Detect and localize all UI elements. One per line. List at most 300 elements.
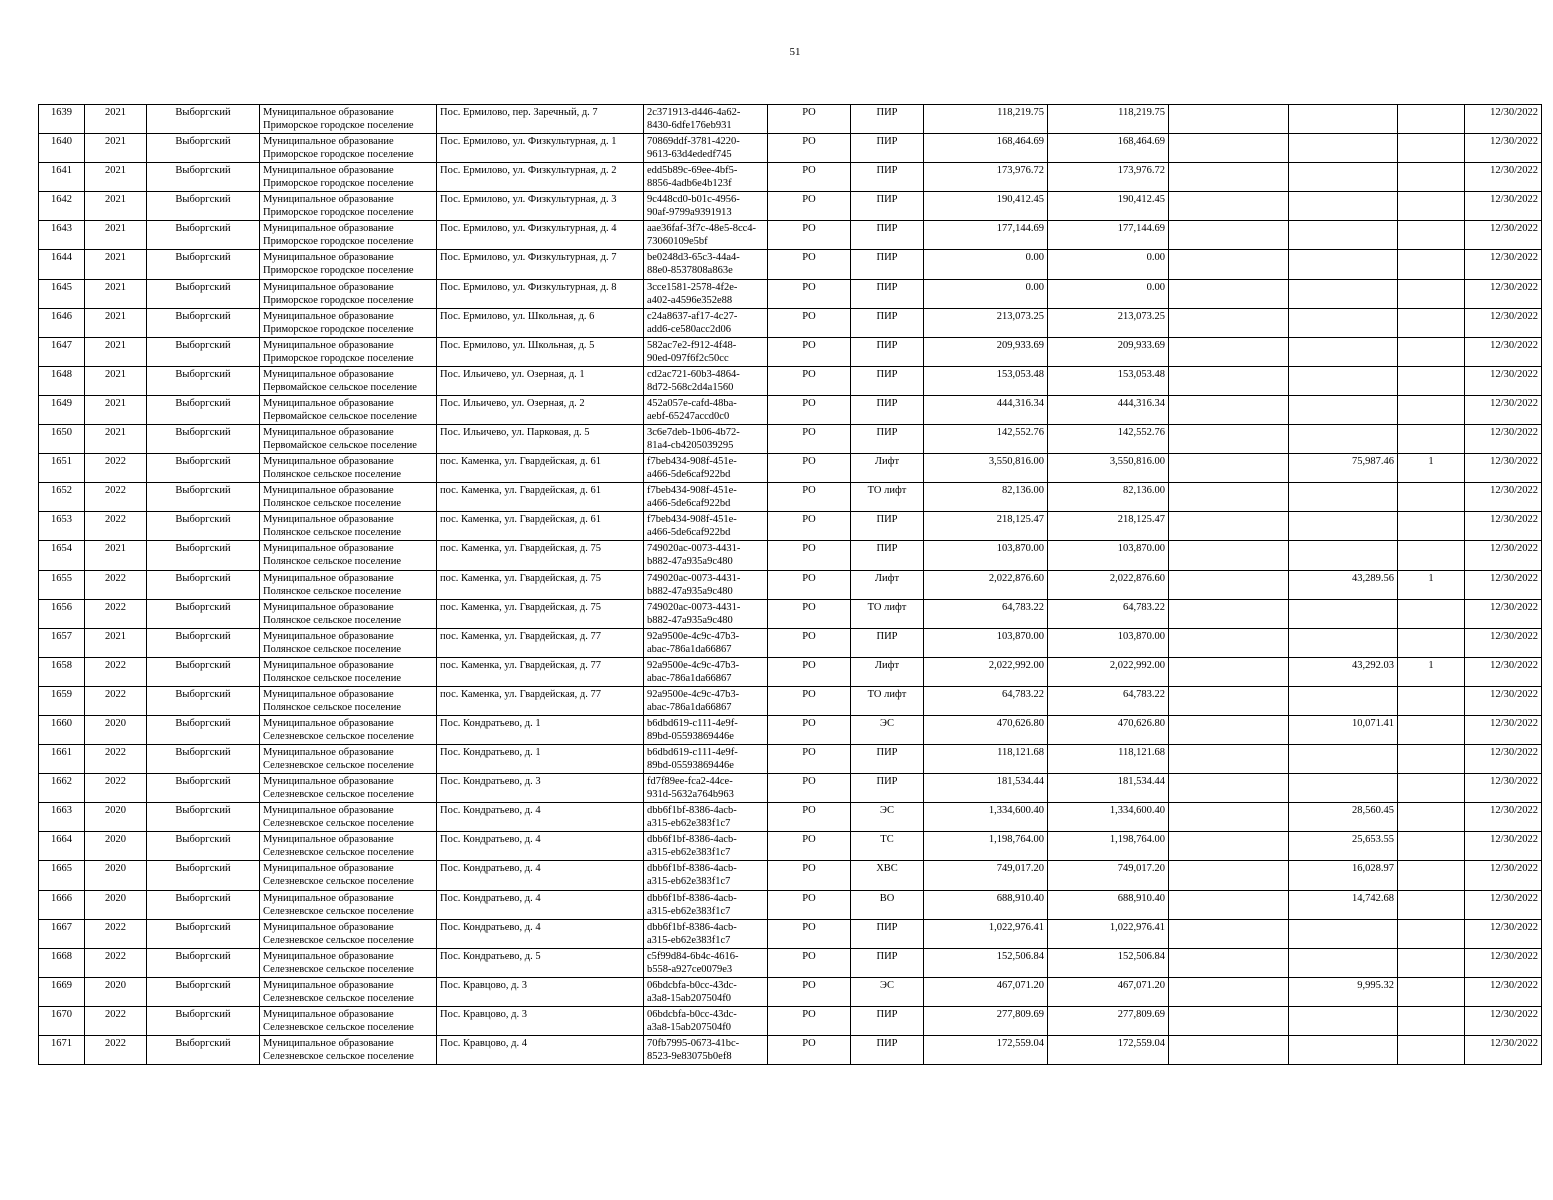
row-year: 2021 [85, 134, 147, 163]
row-number: 1651 [39, 454, 85, 483]
municipality-line-2: Полянское сельское поселение [263, 614, 402, 626]
row-municipality [260, 395, 437, 424]
municipality-line-1: Муниципальное образование [263, 688, 394, 700]
row-date: 12/30/2022 [1465, 163, 1542, 192]
row-date: 12/30/2022 [1465, 715, 1542, 744]
municipality-line-2: Первомайское сельское поселение [263, 440, 417, 452]
row-date: 12/30/2022 [1465, 948, 1542, 977]
row-date: 12/30/2022 [1465, 221, 1542, 250]
house-id-line-1: dbb6f1bf-8386-4acb- [647, 921, 737, 933]
row-house-id [644, 192, 768, 221]
row-municipality [260, 134, 437, 163]
row-address: Пос. Ермилово, пер. Заречный, д. 7 [437, 105, 644, 134]
row-date: 12/30/2022 [1465, 890, 1542, 919]
row-municipality [260, 890, 437, 919]
row-program: РО [768, 221, 851, 250]
municipality-line-2: Селезневское сельское поселение [263, 789, 414, 801]
row-address: Пос. Кондратьево, д. 4 [437, 861, 644, 890]
row-address: пос. Каменка, ул. Гвардейская, д. 75 [437, 541, 644, 570]
table-row [39, 686, 1542, 715]
row-quantity [1398, 541, 1465, 570]
row-work-type: ПИР [851, 512, 924, 541]
row-year: 2022 [85, 512, 147, 541]
row-cost-total: 467,071.20 [1048, 977, 1169, 1006]
row-cost-total: 688,910.40 [1048, 890, 1169, 919]
row-district: Выборгский [147, 308, 260, 337]
row-cost-total: 181,534.44 [1048, 774, 1169, 803]
row-extra-amount: 75,987.46 [1289, 454, 1398, 483]
row-number: 1640 [39, 134, 85, 163]
row-address: пос. Каменка, ул. Гвардейская, д. 75 [437, 570, 644, 599]
row-quantity [1398, 948, 1465, 977]
municipality-line-2: Приморское городское поселение [263, 265, 414, 277]
row-quantity [1398, 803, 1465, 832]
row-year: 2022 [85, 745, 147, 774]
row-date: 12/30/2022 [1465, 425, 1542, 454]
row-empty-cell [1169, 861, 1289, 890]
row-work-type: ПИР [851, 541, 924, 570]
row-district: Выборгский [147, 366, 260, 395]
municipality-line-2: Селезневское сельское поселение [263, 1021, 414, 1033]
row-address: Пос. Ермилово, ул. Физкультурная, д. 1 [437, 134, 644, 163]
row-program: РО [768, 832, 851, 861]
row-extra-amount: 43,292.03 [1289, 657, 1398, 686]
row-work-type: ПИР [851, 163, 924, 192]
row-cost: 1,198,764.00 [924, 832, 1048, 861]
row-program: РО [768, 425, 851, 454]
row-empty-cell [1169, 163, 1289, 192]
row-program: РО [768, 483, 851, 512]
table-row [39, 1006, 1542, 1035]
row-municipality [260, 745, 437, 774]
row-address: Пос. Кондратьево, д. 5 [437, 948, 644, 977]
row-date: 12/30/2022 [1465, 1006, 1542, 1035]
row-program: РО [768, 715, 851, 744]
row-district: Выборгский [147, 599, 260, 628]
row-address: Пос. Кондратьево, д. 4 [437, 832, 644, 861]
municipality-line-1: Муниципальное образование [263, 485, 394, 497]
row-extra-amount: 9,995.32 [1289, 977, 1398, 1006]
row-cost: 213,073.25 [924, 308, 1048, 337]
row-quantity [1398, 105, 1465, 134]
municipality-line-2: Селезневское сельское поселение [263, 760, 414, 772]
row-year: 2021 [85, 628, 147, 657]
table-row [39, 221, 1542, 250]
municipality-line-1: Муниципальное образование [263, 776, 394, 788]
row-cost-total: 1,334,600.40 [1048, 803, 1169, 832]
row-work-type: ПИР [851, 134, 924, 163]
row-cost-total: 0.00 [1048, 250, 1169, 279]
row-quantity [1398, 977, 1465, 1006]
row-date: 12/30/2022 [1465, 512, 1542, 541]
row-house-id [644, 221, 768, 250]
row-municipality [260, 774, 437, 803]
row-date: 12/30/2022 [1465, 250, 1542, 279]
row-municipality [260, 861, 437, 890]
row-program: РО [768, 105, 851, 134]
house-id-line-2: abac-786a1da66867 [647, 643, 732, 655]
house-id-line-2: 89bd-05593869446e [647, 730, 734, 742]
municipality-line-1: Муниципальное образование [263, 717, 394, 729]
row-number: 1654 [39, 541, 85, 570]
row-quantity [1398, 192, 1465, 221]
row-district: Выборгский [147, 134, 260, 163]
row-cost-total: 190,412.45 [1048, 192, 1169, 221]
row-quantity [1398, 483, 1465, 512]
row-empty-cell [1169, 308, 1289, 337]
house-id-line-2: 8d72-568c2d4a1560 [647, 381, 734, 393]
row-municipality [260, 279, 437, 308]
house-id-line-1: c5f99d84-6b4c-4616- [647, 950, 739, 962]
row-work-type: ПИР [851, 919, 924, 948]
house-id-line-1: 749020ac-0073-4431- [647, 572, 741, 584]
row-program: РО [768, 395, 851, 424]
row-district: Выборгский [147, 483, 260, 512]
house-id-line-2: a315-eb62e383f1c7 [647, 818, 731, 830]
row-number: 1644 [39, 250, 85, 279]
row-extra-amount [1289, 105, 1398, 134]
row-program: РО [768, 279, 851, 308]
row-cost: 3,550,816.00 [924, 454, 1048, 483]
row-quantity: 1 [1398, 454, 1465, 483]
row-work-type: Лифт [851, 570, 924, 599]
row-year: 2022 [85, 483, 147, 512]
row-cost: 168,464.69 [924, 134, 1048, 163]
municipality-line-2: Полянское сельское поселение [263, 527, 402, 539]
table-row [39, 599, 1542, 628]
row-quantity: 1 [1398, 657, 1465, 686]
row-number: 1671 [39, 1036, 85, 1065]
row-extra-amount [1289, 599, 1398, 628]
row-empty-cell [1169, 890, 1289, 919]
municipality-line-1: Муниципальное образование [263, 747, 394, 759]
row-quantity [1398, 425, 1465, 454]
row-work-type: ХВС [851, 861, 924, 890]
row-house-id [644, 861, 768, 890]
row-number: 1670 [39, 1006, 85, 1035]
row-number: 1647 [39, 337, 85, 366]
municipality-line-2: Селезневское сельское поселение [263, 730, 414, 742]
row-empty-cell [1169, 628, 1289, 657]
row-program: РО [768, 337, 851, 366]
house-id-line-1: 749020ac-0073-4431- [647, 601, 741, 613]
house-id-line-2: 931d-5632a764b963 [647, 789, 734, 801]
row-empty-cell [1169, 250, 1289, 279]
house-id-line-2: a402-a4596e352e88 [647, 294, 733, 306]
row-district: Выборгский [147, 512, 260, 541]
row-house-id [644, 279, 768, 308]
row-cost: 1,334,600.40 [924, 803, 1048, 832]
house-id-line-1: 92a9500e-4c9c-47b3- [647, 659, 740, 671]
row-cost: 82,136.00 [924, 483, 1048, 512]
row-empty-cell [1169, 948, 1289, 977]
row-program: РО [768, 774, 851, 803]
row-work-type: ПИР [851, 337, 924, 366]
row-cost: 118,121.68 [924, 745, 1048, 774]
row-house-id [644, 541, 768, 570]
row-municipality [260, 454, 437, 483]
row-number: 1641 [39, 163, 85, 192]
row-number: 1652 [39, 483, 85, 512]
row-extra-amount [1289, 1006, 1398, 1035]
municipality-line-2: Первомайское сельское поселение [263, 381, 417, 393]
row-cost-total: 749,017.20 [1048, 861, 1169, 890]
row-address: пос. Каменка, ул. Гвардейская, д. 61 [437, 483, 644, 512]
row-address: Пос. Ермилово, ул. Физкультурная, д. 4 [437, 221, 644, 250]
house-id-line-2: a3a8-15ab207504f0 [647, 992, 731, 1004]
row-cost-total: 3,550,816.00 [1048, 454, 1169, 483]
row-number: 1667 [39, 919, 85, 948]
municipality-line-1: Муниципальное образование [263, 514, 394, 526]
row-extra-amount [1289, 134, 1398, 163]
row-date: 12/30/2022 [1465, 308, 1542, 337]
row-municipality [260, 977, 437, 1006]
row-work-type: ПИР [851, 774, 924, 803]
table-row [39, 250, 1542, 279]
row-program: РО [768, 861, 851, 890]
row-extra-amount [1289, 774, 1398, 803]
row-program: РО [768, 366, 851, 395]
row-house-id [644, 628, 768, 657]
row-address: Пос. Ермилово, ул. Школьная, д. 6 [437, 308, 644, 337]
municipality-line-1: Муниципальное образование [263, 659, 394, 671]
table-row [39, 1036, 1542, 1065]
table-row [39, 163, 1542, 192]
row-work-type: ПИР [851, 221, 924, 250]
municipality-line-1: Муниципальное образование [263, 921, 394, 933]
row-work-type: ТО лифт [851, 686, 924, 715]
row-district: Выборгский [147, 977, 260, 1006]
row-municipality [260, 570, 437, 599]
table-row [39, 832, 1542, 861]
row-extra-amount [1289, 192, 1398, 221]
row-empty-cell [1169, 395, 1289, 424]
row-municipality [260, 483, 437, 512]
row-work-type: ВО [851, 890, 924, 919]
row-district: Выборгский [147, 163, 260, 192]
row-date: 12/30/2022 [1465, 919, 1542, 948]
row-quantity [1398, 279, 1465, 308]
row-cost: 749,017.20 [924, 861, 1048, 890]
row-date: 12/30/2022 [1465, 395, 1542, 424]
row-district: Выборгский [147, 686, 260, 715]
row-district: Выборгский [147, 948, 260, 977]
row-municipality [260, 599, 437, 628]
row-date: 12/30/2022 [1465, 483, 1542, 512]
row-cost: 103,870.00 [924, 628, 1048, 657]
row-quantity [1398, 308, 1465, 337]
row-date: 12/30/2022 [1465, 454, 1542, 483]
house-id-line-2: aebf-65247accd0c0 [647, 410, 730, 422]
row-extra-amount [1289, 483, 1398, 512]
row-district: Выборгский [147, 628, 260, 657]
house-id-line-1: edd5b89c-69ee-4bf5- [647, 165, 738, 177]
table-row [39, 192, 1542, 221]
row-cost-total: 1,198,764.00 [1048, 832, 1169, 861]
row-date: 12/30/2022 [1465, 628, 1542, 657]
row-cost-total: 2,022,876.60 [1048, 570, 1169, 599]
row-address: Пос. Кондратьево, д. 4 [437, 890, 644, 919]
row-empty-cell [1169, 1006, 1289, 1035]
house-id-line-1: 06bdcbfa-b0cc-43dc- [647, 979, 737, 991]
house-id-line-1: dbb6f1bf-8386-4acb- [647, 805, 737, 817]
table-row [39, 105, 1542, 134]
municipality-line-2: Приморское городское поселение [263, 178, 414, 190]
row-cost-total: 1,022,976.41 [1048, 919, 1169, 948]
row-empty-cell [1169, 454, 1289, 483]
table-row [39, 454, 1542, 483]
row-year: 2022 [85, 1036, 147, 1065]
row-program: РО [768, 1006, 851, 1035]
municipality-line-1: Муниципальное образование [263, 252, 394, 264]
row-municipality [260, 628, 437, 657]
municipality-line-2: Приморское городское поселение [263, 207, 414, 219]
row-number: 1663 [39, 803, 85, 832]
row-program: РО [768, 803, 851, 832]
municipality-line-1: Муниципальное образование [263, 543, 394, 555]
row-empty-cell [1169, 745, 1289, 774]
house-id-line-1: b6dbd619-c111-4e9f- [647, 747, 738, 759]
house-id-line-1: fd7f89ee-fca2-44ce- [647, 776, 733, 788]
row-house-id [644, 454, 768, 483]
row-number: 1639 [39, 105, 85, 134]
municipality-line-1: Муниципальное образование [263, 310, 394, 322]
house-id-line-2: b882-47a935a9c480 [647, 614, 733, 626]
row-number: 1658 [39, 657, 85, 686]
row-program: РО [768, 599, 851, 628]
row-program: РО [768, 977, 851, 1006]
row-address: Пос. Ермилово, ул. Физкультурная, д. 8 [437, 279, 644, 308]
row-cost: 190,412.45 [924, 192, 1048, 221]
row-empty-cell [1169, 977, 1289, 1006]
row-cost: 64,783.22 [924, 599, 1048, 628]
row-house-id [644, 774, 768, 803]
row-number: 1665 [39, 861, 85, 890]
municipality-line-1: Муниципальное образование [263, 863, 394, 875]
row-district: Выборгский [147, 250, 260, 279]
row-empty-cell [1169, 483, 1289, 512]
house-id-line-2: a315-eb62e383f1c7 [647, 905, 731, 917]
row-date: 12/30/2022 [1465, 803, 1542, 832]
municipality-line-2: Полянское сельское поселение [263, 585, 402, 597]
row-number: 1660 [39, 715, 85, 744]
row-date: 12/30/2022 [1465, 774, 1542, 803]
row-district: Выборгский [147, 861, 260, 890]
row-date: 12/30/2022 [1465, 279, 1542, 308]
row-cost-total: 118,219.75 [1048, 105, 1169, 134]
row-quantity [1398, 686, 1465, 715]
municipality-line-2: Селезневское сельское поселение [263, 1051, 414, 1062]
row-program: РО [768, 163, 851, 192]
row-date: 12/30/2022 [1465, 977, 1542, 1006]
row-municipality [260, 919, 437, 948]
municipality-line-2: Селезневское сельское поселение [263, 963, 414, 975]
row-extra-amount [1289, 512, 1398, 541]
row-year: 2021 [85, 366, 147, 395]
row-address: Пос. Кондратьево, д. 3 [437, 774, 644, 803]
municipality-line-1: Муниципальное образование [263, 427, 394, 439]
row-cost-total: 209,933.69 [1048, 337, 1169, 366]
row-cost-total: 172,559.04 [1048, 1036, 1169, 1065]
row-address: Пос. Кондратьево, д. 1 [437, 745, 644, 774]
row-program: РО [768, 134, 851, 163]
row-district: Выборгский [147, 541, 260, 570]
house-id-line-1: 749020ac-0073-4431- [647, 543, 741, 555]
table-row [39, 890, 1542, 919]
row-house-id [644, 599, 768, 628]
row-extra-amount [1289, 163, 1398, 192]
row-number: 1648 [39, 366, 85, 395]
municipality-line-1: Муниципальное образование [263, 368, 394, 380]
row-extra-amount [1289, 628, 1398, 657]
row-date: 12/30/2022 [1465, 686, 1542, 715]
row-date: 12/30/2022 [1465, 599, 1542, 628]
row-quantity [1398, 1036, 1465, 1065]
row-year: 2021 [85, 308, 147, 337]
municipality-line-2: Полянское сельское поселение [263, 556, 402, 568]
house-id-line-1: f7beb434-908f-451e- [647, 514, 737, 526]
municipality-line-1: Муниципальное образование [263, 397, 394, 409]
house-id-line-2: a466-5de6caf922bd [647, 527, 731, 539]
municipality-line-1: Муниципальное образование [263, 979, 394, 991]
house-id-line-2: a315-eb62e383f1c7 [647, 847, 731, 859]
row-program: РО [768, 948, 851, 977]
row-number: 1661 [39, 745, 85, 774]
row-work-type: ЭС [851, 977, 924, 1006]
row-empty-cell [1169, 657, 1289, 686]
row-cost: 118,219.75 [924, 105, 1048, 134]
municipality-line-2: Приморское городское поселение [263, 120, 414, 131]
row-district: Выборгский [147, 745, 260, 774]
row-cost: 152,506.84 [924, 948, 1048, 977]
row-municipality [260, 1036, 437, 1065]
row-date: 12/30/2022 [1465, 570, 1542, 599]
row-extra-amount: 14,742.68 [1289, 890, 1398, 919]
municipality-line-1: Муниципальное образование [263, 601, 394, 613]
house-id-line-1: b6dbd619-c111-4e9f- [647, 717, 738, 729]
municipality-line-2: Приморское городское поселение [263, 323, 414, 335]
house-id-line-1: be0248d3-65c3-44a4- [647, 252, 740, 264]
row-empty-cell [1169, 366, 1289, 395]
municipality-line-1: Муниципальное образование [263, 136, 394, 148]
row-work-type: ПИР [851, 1036, 924, 1065]
row-year: 2020 [85, 890, 147, 919]
table-row [39, 541, 1542, 570]
row-quantity [1398, 512, 1465, 541]
row-work-type: ПИР [851, 105, 924, 134]
row-empty-cell [1169, 192, 1289, 221]
row-cost-total: 82,136.00 [1048, 483, 1169, 512]
row-address: пос. Каменка, ул. Гвардейская, д. 75 [437, 599, 644, 628]
municipality-line-2: Селезневское сельское поселение [263, 876, 414, 888]
row-house-id [644, 105, 768, 134]
municipality-line-1: Муниципальное образование [263, 892, 394, 904]
row-date: 12/30/2022 [1465, 192, 1542, 221]
row-address: Пос. Ермилово, ул. Школьная, д. 5 [437, 337, 644, 366]
row-year: 2022 [85, 454, 147, 483]
row-cost: 142,552.76 [924, 425, 1048, 454]
row-house-id [644, 512, 768, 541]
row-district: Выборгский [147, 774, 260, 803]
row-address: Пос. Кравцово, д. 4 [437, 1036, 644, 1065]
row-extra-amount [1289, 425, 1398, 454]
municipality-line-2: Полянское сельское поселение [263, 498, 402, 510]
row-work-type: ТС [851, 832, 924, 861]
row-program: РО [768, 745, 851, 774]
row-year: 2022 [85, 657, 147, 686]
row-number: 1668 [39, 948, 85, 977]
row-program: РО [768, 250, 851, 279]
